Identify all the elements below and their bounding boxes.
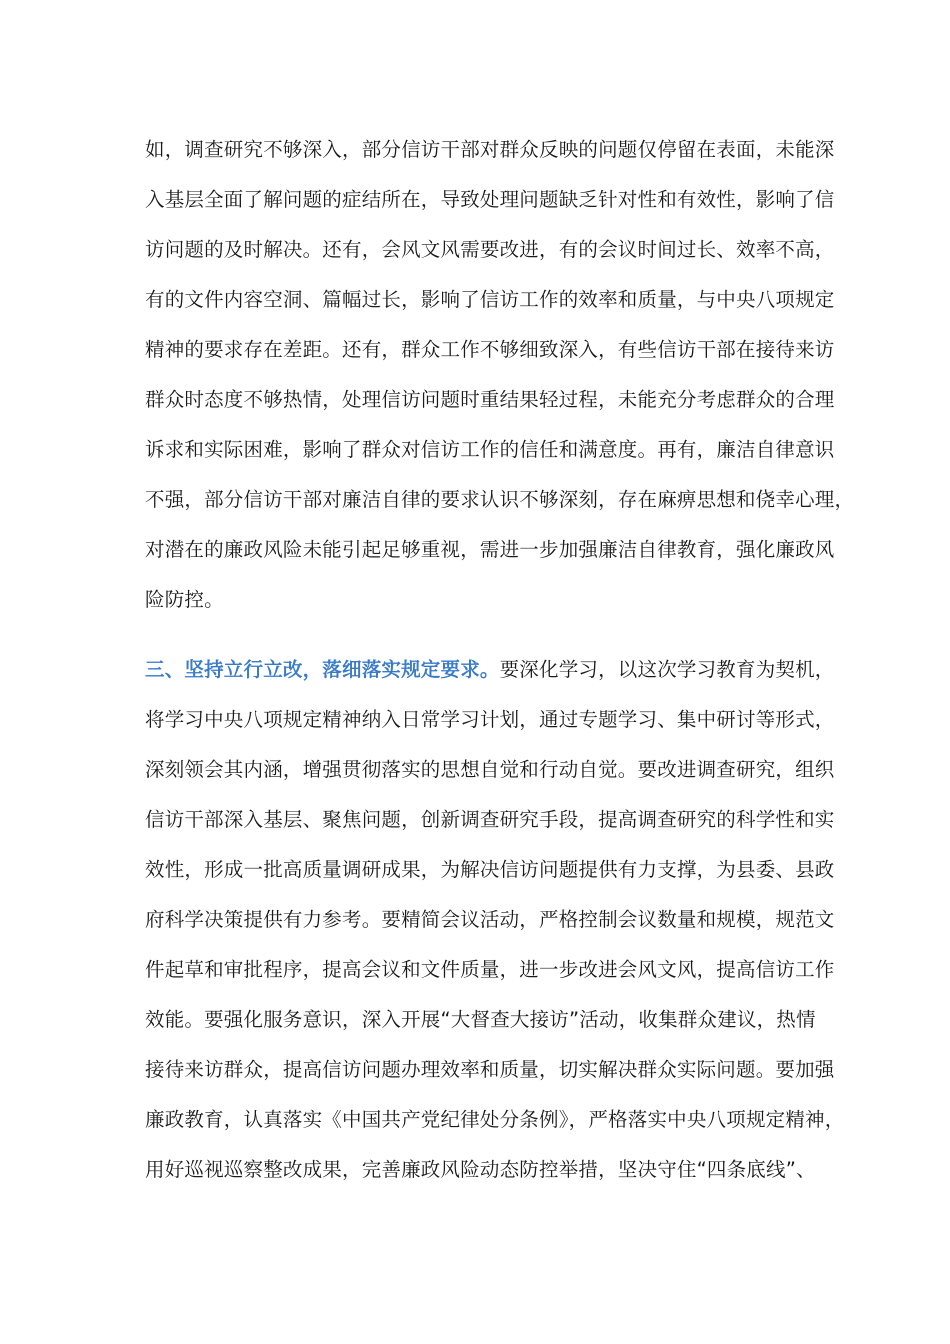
paragraph-line: 有的文件内容空洞、篇幅过长，影响了信访工作的效率和质量，与中央八项规定 bbox=[145, 288, 835, 311]
paragraph-line: 入基层全面了解问题的症结所在，导致处理问题缺乏针对性和有效性，影响了信 bbox=[145, 188, 835, 211]
section-heading: 三、坚持立行立改，落细落实规定要求。 bbox=[145, 658, 500, 681]
paragraph-line: 府科学决策提供有力参考。要精简会议活动，严格控制会议数量和规模，规范文 bbox=[145, 908, 835, 931]
paragraph-line: 用好巡视巡察整改成果，完善廉政风险动态防控举措，坚决守住“四条底线”、 bbox=[145, 1158, 816, 1181]
paragraph-line: 效能。要强化服务意识，深入开展“大督查大接访”活动，收集群众建议，热情 bbox=[145, 1008, 816, 1031]
paragraph-line: 信访干部深入基层、聚焦问题，创新调查研究手段，提高调查研究的科学性和实 bbox=[145, 808, 835, 831]
paragraph-line: 件起草和审批程序，提高会议和文件质量，进一步改进会风文风，提高信访工作 bbox=[145, 958, 835, 981]
paragraph-line: 精神的要求存在差距。还有，群众工作不够细致深入，有些信访干部在接待来访 bbox=[145, 338, 835, 361]
paragraph-line: 接待来访群众，提高信访问题办理效率和质量，切实解决群众实际问题。要加强 bbox=[145, 1058, 835, 1081]
paragraph-line: 险防控。 bbox=[145, 588, 224, 611]
first-line-rest: 要深化学习，以这次学习教育为契机， bbox=[499, 658, 835, 681]
paragraph-first-line bbox=[145, 645, 835, 695]
paragraph-line: 廉政教育，认真落实《中国共产党纪律处分条例》，严格落实中央八项规定精神， bbox=[145, 1108, 845, 1131]
paragraph-line: 深刻领会其内涵，增强贯彻落实的思想自觉和行动自觉。要改进调查研究，组织 bbox=[145, 758, 835, 781]
paragraph-line: 将学习中央八项规定精神纳入日常学习计划，通过专题学习、集中研讨等形式， bbox=[145, 708, 835, 731]
paragraph-line: 如，调查研究不够深入，部分信访干部对群众反映的问题仅停留在表面，未能深 bbox=[145, 138, 835, 161]
paragraph-line: 群众时态度不够热情，处理信访问题时重结果轻过程，未能充分考虑群众的合理 bbox=[145, 388, 835, 411]
paragraph-line: 效性，形成一批高质量调研成果，为解决信访问题提供有力支撑，为县委、县政 bbox=[145, 858, 835, 881]
paragraph-2 bbox=[145, 645, 845, 1195]
paragraph-1 bbox=[145, 125, 855, 625]
paragraph-line: 诉求和实际困难，影响了群众对信访工作的信任和满意度。再有，廉洁自律意识 bbox=[145, 438, 835, 461]
paragraph-line: 对潜在的廉政风险未能引起足够重视，需进一步加强廉洁自律教育，强化廉政风 bbox=[145, 538, 835, 561]
paragraph-line: 不强，部分信访干部对廉洁自律的要求认识不够深刻，存在麻痹思想和侥幸心理， bbox=[145, 488, 855, 511]
paragraph-line: 访问题的及时解决。还有，会风文风需要改进，有的会议时间过长、效率不高， bbox=[145, 238, 835, 261]
